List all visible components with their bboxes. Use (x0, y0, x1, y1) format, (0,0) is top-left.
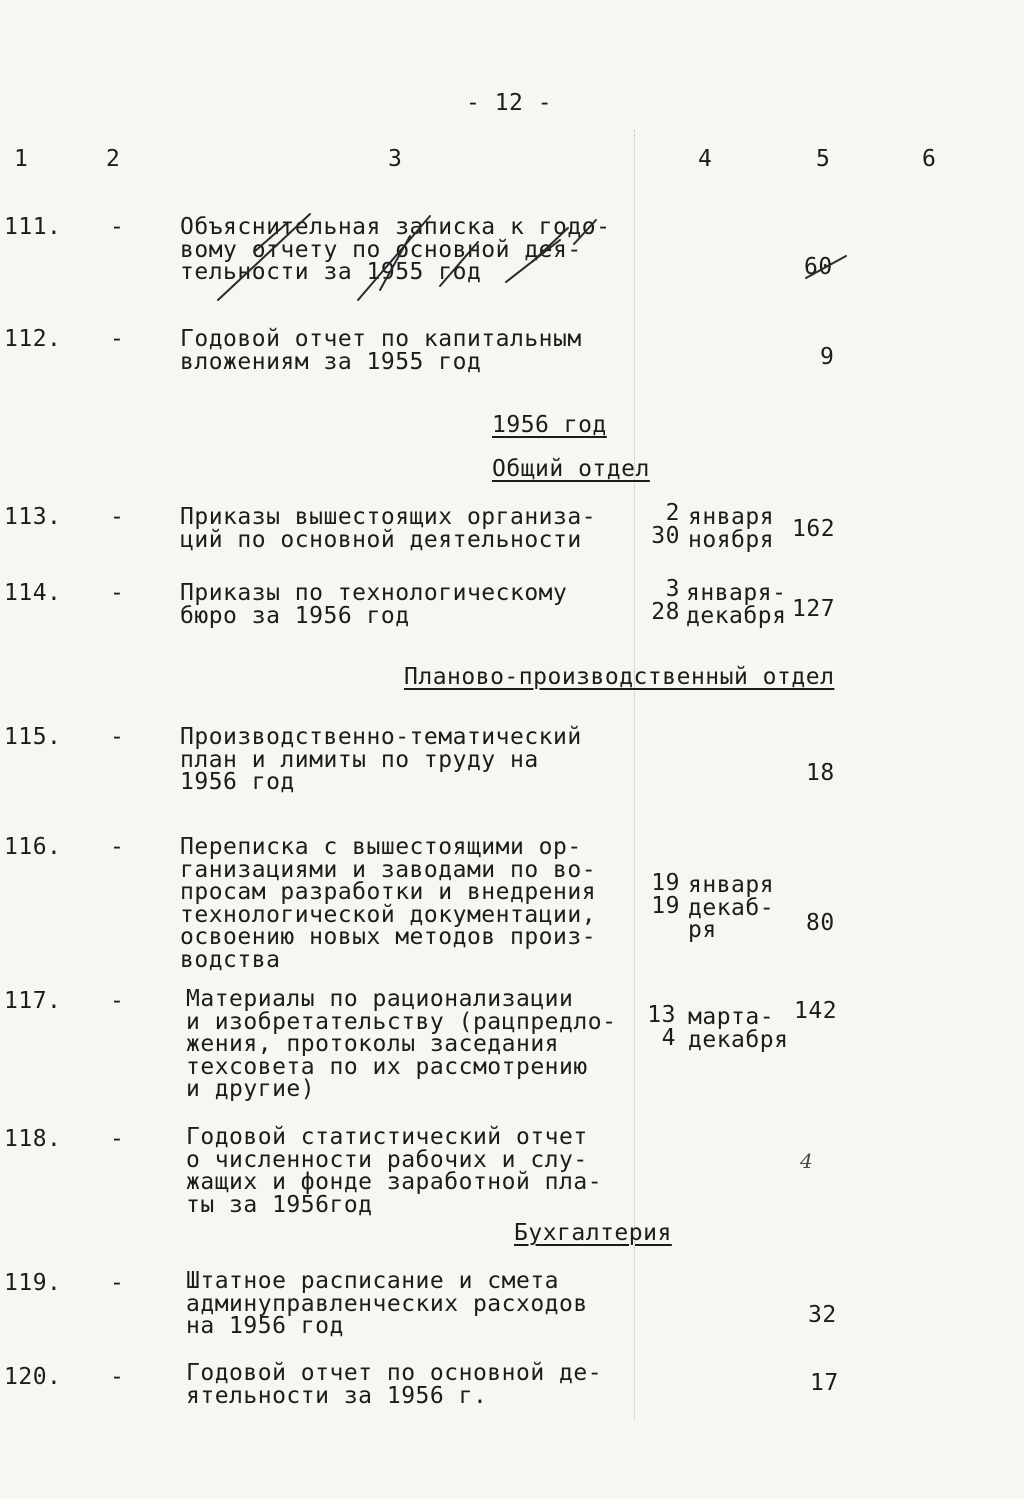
row-description: Переписка с вышестоящими ор- ганизациями и заводами по во- просам разработки и внедрения технологической документации, освоению новых методов произ- водства (180, 834, 597, 973)
row-sheets: 9 (820, 344, 835, 370)
row-sheets: 142 (794, 998, 838, 1024)
row-dash: - (110, 504, 125, 530)
row-sheets: 18 (806, 760, 835, 786)
row-number: 111. (4, 214, 62, 240)
column-header-4: 4 (698, 146, 713, 172)
row-date-months: января ноября (688, 504, 775, 553)
general-dept-heading: Общий отдел (492, 456, 650, 482)
row-description: Годовой статистический отчет о численности рабочих и слу- жащих и фонде заработной пла- ты за 1956год (186, 1124, 603, 1218)
row-sheets: 127 (792, 596, 836, 622)
row-date-days: 3 28 (651, 576, 680, 625)
row-date-months: января декаб- ря (688, 872, 775, 943)
row-description: Штатное расписание и смета админуправленческих расходов на 1956 год (186, 1268, 588, 1339)
row-description: Годовой отчет по капитальным вложениям за 1955 год (180, 326, 582, 375)
row-date-months: марта- декабря (688, 1004, 789, 1053)
row-dash: - (110, 1364, 125, 1390)
row-sheets: 80 (806, 910, 835, 936)
row-dash: - (110, 580, 125, 606)
column-header-5: 5 (816, 146, 831, 172)
row-description: Годовой отчет по основной де- ятельности за 1956 г. (186, 1360, 603, 1409)
row-description: Объяснительная записка к годо- вому отчету по основной дея- тельности за 1955 год (180, 214, 611, 285)
row-dash: - (110, 724, 125, 750)
row-dash: - (110, 834, 125, 860)
planning-dept-heading: Планово-производственный отдел (404, 664, 835, 690)
row-sheets: 60 (804, 254, 833, 280)
row-date-days: 13 4 (647, 1002, 676, 1051)
row-sheets: 17 (810, 1370, 839, 1396)
row-dash: - (110, 988, 125, 1014)
row-date-months: января- декабря (686, 580, 787, 629)
row-sheets: 4 (800, 1149, 814, 1173)
year-heading: 1956 год (492, 412, 607, 438)
row-description: Материалы по рационализации и изобретательству (рацпредло- жения, протоколы заседания техсовета по их рассмотрению и другие) (186, 986, 617, 1102)
accounting-heading: Бухгалтерия (514, 1220, 672, 1246)
row-dash: - (110, 326, 125, 352)
page-number: - 12 - (466, 90, 553, 116)
row-number: 120. (4, 1364, 62, 1390)
column-header-6: 6 (922, 146, 937, 172)
row-sheets: 32 (808, 1302, 837, 1328)
row-dash: - (110, 1270, 125, 1296)
row-number: 113. (4, 504, 62, 530)
row-date-days: 2 30 (651, 500, 680, 549)
column-header-1: 1 (14, 146, 29, 172)
row-description: Приказы по технологическому бюро за 1956 год (180, 580, 568, 629)
row-dash: - (110, 1126, 125, 1152)
row-sheets: 162 (792, 516, 836, 542)
column-header-2: 2 (106, 146, 121, 172)
row-description: Приказы вышестоящих организа- ций по основной деятельности (180, 504, 597, 553)
row-number: 119. (4, 1270, 62, 1296)
row-number: 112. (4, 326, 62, 352)
row-description: Производственно-тематический план и лимиты по труду на 1956 год (180, 724, 582, 795)
row-number: 115. (4, 724, 62, 750)
column-header-3: 3 (388, 146, 403, 172)
row-date-days: 19 19 (651, 870, 680, 919)
row-number: 117. (4, 988, 62, 1014)
row-number: 114. (4, 580, 62, 606)
row-number: 118. (4, 1126, 62, 1152)
row-number: 116. (4, 834, 62, 860)
row-dash: - (110, 214, 125, 240)
